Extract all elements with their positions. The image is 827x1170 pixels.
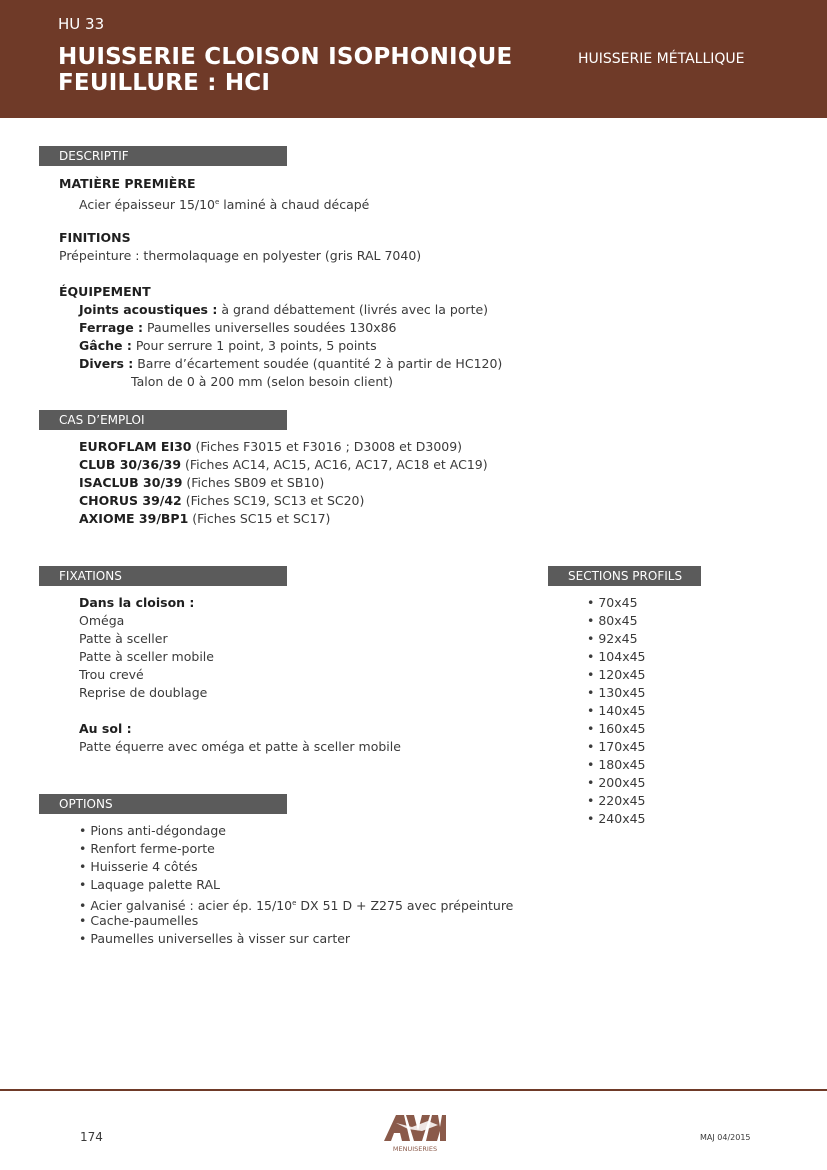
option-item: • Paumelles universelles à visser sur carter	[79, 931, 351, 946]
equipement-heading: ÉQUIPEMENT	[59, 284, 151, 299]
cas-emploi-item: AXIOME 39/BP1 (Fiches SC15 et SC17)	[79, 511, 331, 526]
cas-emploi-item: EUROFLAM EI30 (Fiches F3015 et F3016 ; D3008 et D3009)	[79, 439, 463, 454]
profile-item: • 120x45	[587, 667, 646, 682]
cas-emploi-item: CLUB 30/36/39 (Fiches AC14, AC15, AC16, AC17, AC18 et AC19)	[79, 457, 488, 472]
option-item: • Acier galvanisé : acier ép. 15/10e DX 51 D + Z275 avec prépeinture	[79, 898, 514, 913]
finitions-text: Prépeinture : thermolaquage en polyester (gris RAL 7040)	[59, 248, 422, 263]
option-item: • Renfort ferme-porte	[79, 841, 215, 856]
profile-item: • 160x45	[587, 721, 646, 736]
profiles-list	[587, 594, 646, 828]
option-item: • Huisserie 4 côtés	[79, 859, 198, 874]
profile-item: • 180x45	[587, 757, 646, 772]
product-reference: HU 33	[58, 15, 105, 33]
profile-item: • 220x45	[587, 793, 646, 808]
fixations-cloison-heading: Dans la cloison :	[79, 595, 195, 610]
fixation-item: Patte à sceller	[79, 631, 168, 646]
section-bar-fixations: FIXATIONS	[39, 566, 287, 586]
profile-item: • 200x45	[587, 775, 646, 790]
title-line-1: HUISSERIE CLOISON ISOPHONIQUE	[58, 44, 513, 70]
category-label: HUISSERIE MÉTALLIQUE	[578, 51, 745, 67]
equipement-item: Ferrage : Paumelles universelles soudées 130x86	[79, 320, 397, 335]
equipement-item: Gâche : Pour serrure 1 point, 3 points, 5 points	[79, 338, 377, 353]
brand-logo	[382, 1113, 448, 1155]
section-bar-descriptif: DESCRIPTIF	[39, 146, 287, 166]
cas-emploi-item: CHORUS 39/42 (Fiches SC19, SC13 et SC20)	[79, 493, 365, 508]
footer-divider	[0, 1089, 827, 1091]
profile-item: • 80x45	[587, 613, 638, 628]
option-item: • Cache-paumelles	[79, 913, 199, 928]
logo-subtitle: MENUISERIES	[392, 1145, 438, 1153]
matiere-heading: MATIÈRE PREMIÈRE	[59, 176, 196, 191]
page-header	[0, 0, 827, 118]
profile-item: • 130x45	[587, 685, 646, 700]
equipement-item: Divers : Barre d’écartement soudée (quantité 2 à partir de HC120)	[79, 356, 503, 371]
fixation-item: Oméga	[79, 613, 125, 628]
divers-line-2: Talon de 0 à 200 mm (selon besoin client)	[131, 374, 394, 389]
profile-item: • 240x45	[587, 811, 646, 826]
fixation-item: Trou crevé	[79, 667, 144, 682]
matiere-text: Acier épaisseur 15/10e laminé à chaud décapé	[79, 197, 370, 212]
fixation-item: Reprise de doublage	[79, 685, 208, 700]
option-item: • Laquage palette RAL	[79, 877, 221, 892]
section-bar-sections-profils: SECTIONS PROFILS	[548, 566, 701, 586]
section-bar-options: OPTIONS	[39, 794, 287, 814]
finitions-heading: FINITIONS	[59, 230, 131, 245]
page-title	[58, 44, 512, 96]
section-bar-cas-emploi: CAS D’EMPLOI	[39, 410, 287, 430]
page-number: 174	[80, 1130, 103, 1144]
fixation-item: Patte à sceller mobile	[79, 649, 214, 664]
title-line-2: FEUILLURE : HCI	[58, 70, 271, 96]
cas-emploi-item: ISACLUB 30/39 (Fiches SB09 et SB10)	[79, 475, 325, 490]
update-date: MAJ 04/2015	[700, 1133, 751, 1142]
profile-item: • 92x45	[587, 631, 638, 646]
option-item: • Pions anti-dégondage	[79, 823, 226, 838]
profile-item: • 104x45	[587, 649, 646, 664]
profile-item: • 140x45	[587, 703, 646, 718]
profile-item: • 170x45	[587, 739, 646, 754]
equipement-item: Joints acoustiques : à grand débattement (livrés avec la porte)	[79, 302, 489, 317]
fixations-sol-heading: Au sol :	[79, 721, 132, 736]
fixations-sol-text: Patte équerre avec oméga et patte à sceller mobile	[79, 739, 401, 754]
profile-item: • 70x45	[587, 595, 638, 610]
